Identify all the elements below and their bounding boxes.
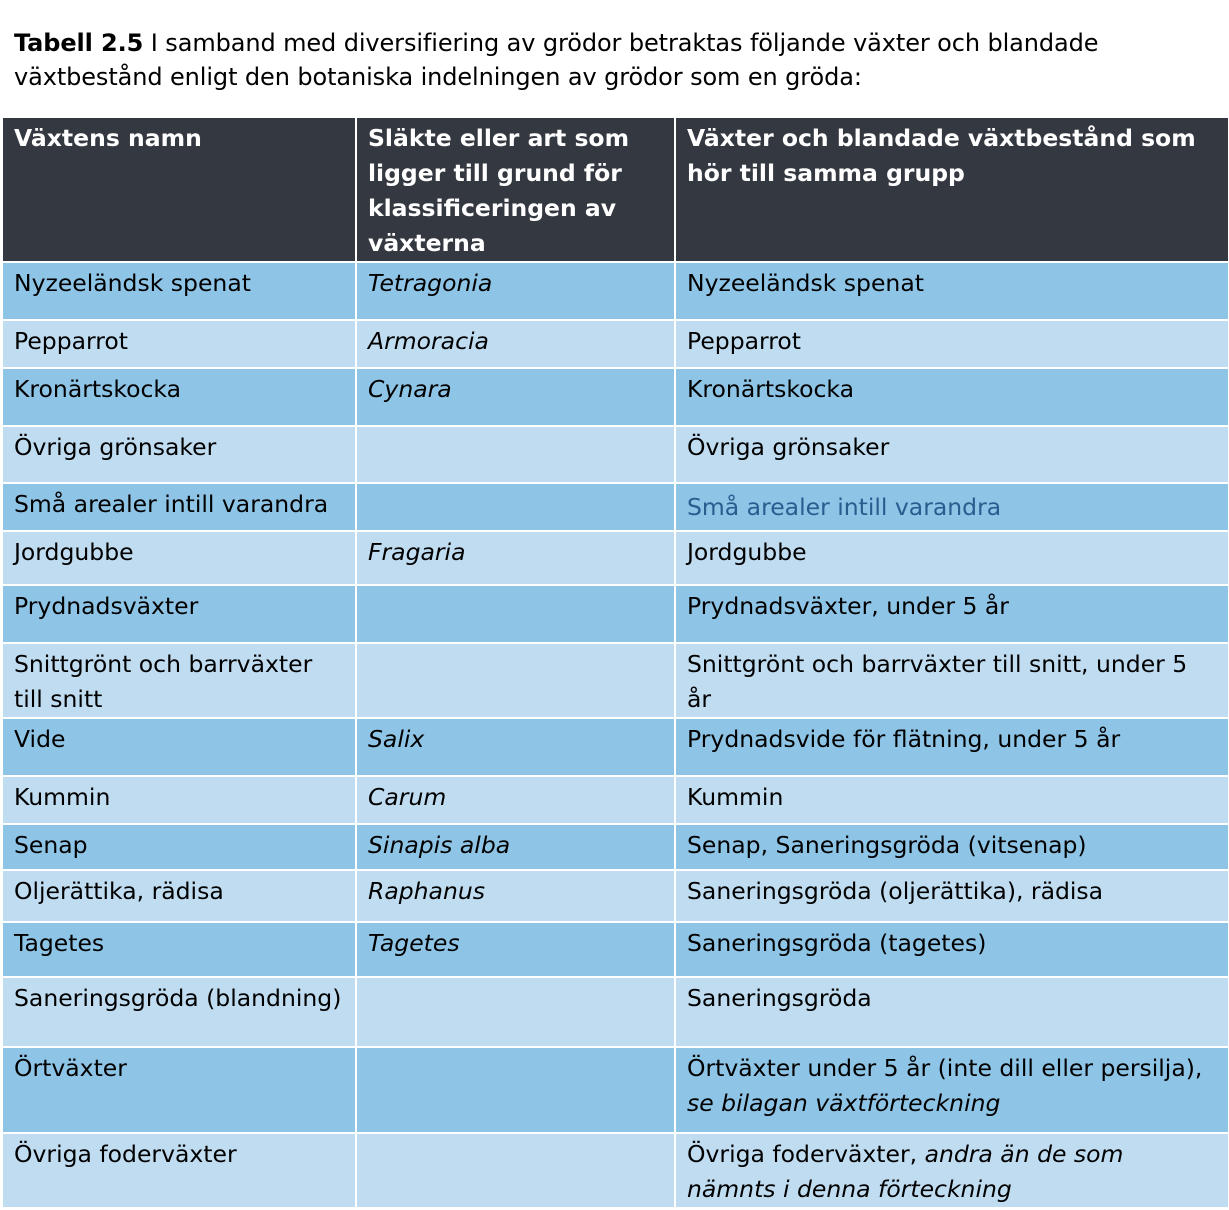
cell-genus [356, 426, 675, 483]
table-row [2, 824, 1229, 870]
group-text: Övriga foderväxter, [687, 1140, 925, 1168]
group-text: Örtväxter under 5 år (inte dill eller persilja), [687, 1054, 1203, 1082]
cell-group: Snittgrönt och barrväxter till snitt, under 5 år [675, 643, 1229, 718]
cell-plant-name: Tagetes [2, 922, 356, 977]
table-row [2, 1047, 1229, 1133]
cell-genus: Cynara [356, 368, 675, 426]
cell-genus: Sinapis alba [356, 824, 675, 870]
cell-genus [356, 585, 675, 643]
header-genus: Släkte eller art som ligger till grund för klassificeringen av växterna [356, 118, 675, 262]
cell-genus [356, 643, 675, 718]
cell-genus: Salix [356, 718, 675, 776]
cell-group: Prydnadsväxter, under 5 år [675, 585, 1229, 643]
table-row [2, 643, 1229, 718]
cell-genus [356, 1047, 675, 1133]
cell-group: Pepparrot [675, 320, 1229, 368]
cell-plant-name: Övriga foderväxter [2, 1133, 356, 1208]
table-row [2, 483, 1229, 531]
cell-genus: Tagetes [356, 922, 675, 977]
header-plant-name: Växtens namn [2, 118, 356, 262]
table-row [2, 320, 1229, 368]
cell-genus: Raphanus [356, 870, 675, 922]
group-text-italic: andra än de som nämnts i denna förteckning [687, 1140, 1124, 1203]
cell-group: Övriga grönsaker [675, 426, 1229, 483]
table-row [2, 870, 1229, 922]
group-text-italic: se bilagan växtförteckning [687, 1089, 1001, 1117]
cell-genus [356, 977, 675, 1047]
cell-plant-name: Nyzeeländsk spenat [2, 262, 356, 320]
cell-group: Jordgubbe [675, 531, 1229, 585]
cell-group: Prydnadsvide för flätning, under 5 år [675, 718, 1229, 776]
cell-genus [356, 1133, 675, 1208]
cell-group: Saneringsgröda (oljerättika), rädisa [675, 870, 1229, 922]
cell-genus: Carum [356, 776, 675, 824]
caption-text: I samband med diversifiering av grödor betraktas följande växter och blandade växtbestånd enligt den botaniska indelningen av grödor som en gröda: [14, 29, 1099, 91]
cell-genus: Armoracia [356, 320, 675, 368]
group-text-accent: Små arealer intill varandra [687, 493, 1002, 521]
table-row [2, 922, 1229, 977]
cell-plant-name: Prydnadsväxter [2, 585, 356, 643]
cell-group: Kronärtskocka [675, 368, 1229, 426]
cell-group [675, 1047, 1229, 1133]
cell-plant-name: Vide [2, 718, 356, 776]
table-row [2, 718, 1229, 776]
cell-genus: Fragaria [356, 531, 675, 585]
cell-group: Saneringsgröda [675, 977, 1229, 1047]
cell-genus [356, 483, 675, 531]
table-row [2, 776, 1229, 824]
cell-plant-name: Senap [2, 824, 356, 870]
header-group: Växter och blandade växtbestånd som hör till samma grupp [675, 118, 1229, 262]
cell-plant-name: Pepparrot [2, 320, 356, 368]
cell-genus: Tetragonia [356, 262, 675, 320]
table-row [2, 368, 1229, 426]
caption-label: Tabell 2.5 [14, 29, 144, 57]
cell-plant-name: Saneringsgröda (blandning) [2, 977, 356, 1047]
cell-plant-name: Kummin [2, 776, 356, 824]
cell-group: Senap, Saneringsgröda (vitsenap) [675, 824, 1229, 870]
table-row [2, 977, 1229, 1047]
table-row [2, 531, 1229, 585]
table-caption [14, 26, 1214, 94]
table-row [2, 585, 1229, 643]
cell-group: Kummin [675, 776, 1229, 824]
crop-classification-table [1, 118, 1229, 1209]
cell-plant-name: Snittgrönt och barrväxter till snitt [2, 643, 356, 718]
cell-group: Saneringsgröda (tagetes) [675, 922, 1229, 977]
cell-group: Nyzeeländsk spenat [675, 262, 1229, 320]
table-row [2, 262, 1229, 320]
table-row [2, 1133, 1229, 1208]
cell-plant-name: Örtväxter [2, 1047, 356, 1133]
cell-group [675, 1133, 1229, 1208]
cell-plant-name: Kronärtskocka [2, 368, 356, 426]
cell-plant-name: Jordgubbe [2, 531, 356, 585]
cell-plant-name: Övriga grönsaker [2, 426, 356, 483]
cell-plant-name: Små arealer intill varandra [2, 483, 356, 531]
cell-group [675, 483, 1229, 531]
table-header-row [2, 118, 1229, 262]
table-row [2, 426, 1229, 483]
cell-plant-name: Oljerättika, rädisa [2, 870, 356, 922]
